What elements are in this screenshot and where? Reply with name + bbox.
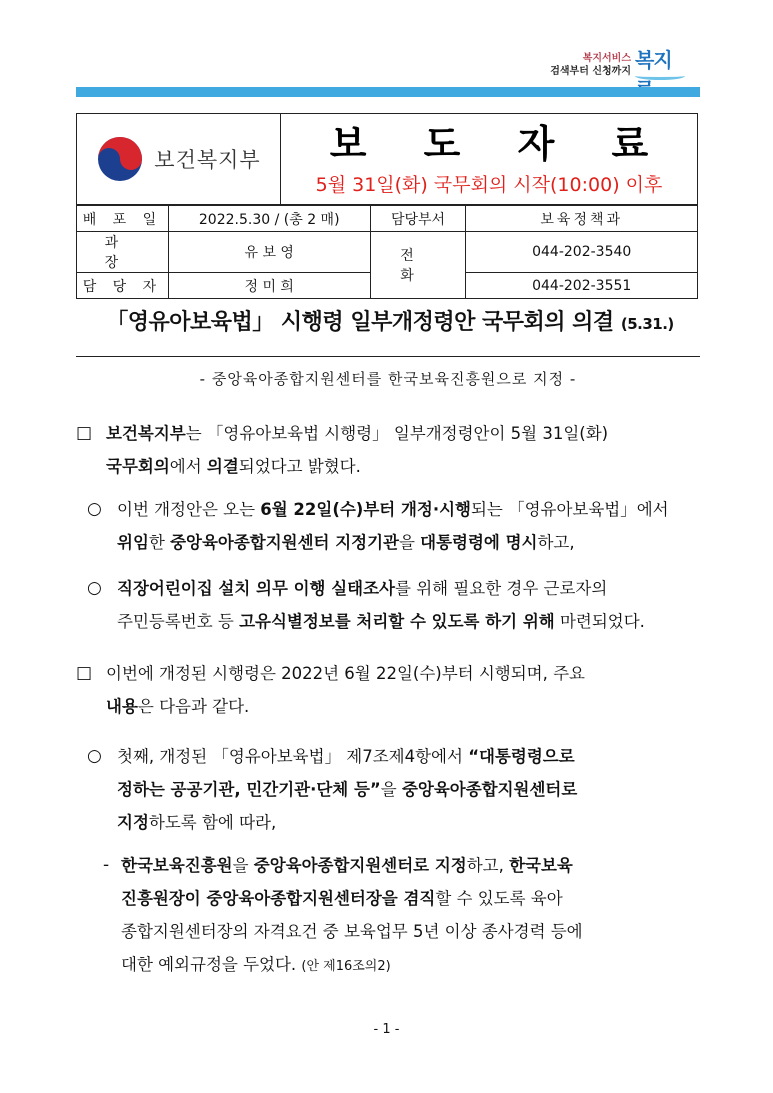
logo-arc-icon [635,72,685,80]
badge-line1: 복지서비스 [582,53,631,64]
ministry-block [77,114,281,204]
circle-bullet-icon: ○ [87,578,102,598]
p5-a: 첫째, 개정된 「영유아보육법」 제7조제4항에서 [117,747,469,766]
press-title: 보 도 자 료 [329,120,671,166]
circle-bullet-icon: ○ [87,746,102,766]
p5-c: 정하는 공공기관, 민간기관·단체 등” [117,780,381,799]
paragraph-1 [106,417,700,483]
p6-a: 한국보육진흥원 [121,856,233,875]
box-bullet-icon: □ [76,663,93,683]
page-number: - 1 - [373,1022,400,1037]
paragraph-6 [121,849,700,983]
ministry-name: 보건복지부 [154,148,261,172]
chief-label: 과 장 [77,232,169,273]
p2-i: 하고, [537,533,575,552]
paragraph-3 [117,572,700,638]
box-bullet-icon: □ [76,423,93,443]
p3-a: 직장어린이집 설치 의무 이행 실태조사 [117,579,396,598]
dept-label: 담당부서 [370,206,466,232]
p2-g: 을 [398,533,421,552]
p3-b: 를 위해 필요한 경우 근로자의 [395,579,608,598]
table-row [77,232,698,273]
p4-c: 은 다음과 같다. [137,697,250,716]
p3-d: 고유식별정보를 처리할 수 있도록 하기 위해 [239,612,555,631]
phone-label: 전 화 [370,232,466,299]
press-header [76,113,698,205]
header-accent-bar [76,87,700,97]
headline-date: (5.31.) [620,315,674,333]
taegeuk-logo-icon [96,135,144,183]
contact-info-table [76,205,698,299]
p2-f: 중앙육아종합지원센터 지정기관 [170,533,399,552]
subtitle: - 중앙육아종합지원센터를 한국보육진흥원으로 지정 - [199,370,577,388]
dash-bullet-icon: - [103,855,110,875]
p3-e: 마련되었다. [554,612,645,631]
circle-bullet-icon: ○ [87,499,102,519]
p4-a: 이번에 개정된 시행령은 2022년 6월 22일(수)부터 시행되며, 주요 [106,664,585,683]
p5-f: 지정 [117,813,149,832]
p6-e: 한국보육 [509,856,573,875]
p3-c: 주민등록번호 등 [117,612,240,631]
press-title-block [281,114,697,204]
p5-g: 하도록 함에 따라, [148,813,277,832]
p1-b: 는 「영유아보육법 시행령」 일부개정령안 [185,424,490,443]
dept-value: 보육정책과 [466,206,698,232]
p2-h: 대통령령에 명시 [420,533,538,552]
paragraph-4 [106,657,700,723]
p6-f: 진흥원장이 중앙육아종합지원센터장을 겸직 [121,889,436,908]
welfare-badge [539,38,689,82]
p1-c: 이 5월 31일(화) [489,424,609,443]
p1-g: 되었다고 밝혔다. [238,457,361,476]
date-value: 2022.5.30 / (총 2 매) [168,206,370,232]
paragraph-5 [117,740,700,839]
chief-value: 유 보 영 [168,232,370,273]
p6-b: 을 [232,856,254,875]
phone1-value: 044-202-3540 [466,232,698,273]
p6-i: 대한 예외규정을 두었다. [121,955,302,974]
p6-h: 종합지원센터장의 자격요건 중 보육업무 5년 이상 종사경력 등에 [121,922,583,941]
badge-line2: 검색부터 신청까지 [550,66,631,77]
p6-c: 중앙육아종합지원센터로 지정 [253,856,467,875]
table-row [77,206,698,232]
p1-d: 국무회의 [106,457,170,476]
p5-d: 을 [380,780,402,799]
p1-f: 의결 [206,457,239,476]
phone2-value: 044-202-3551 [466,273,698,299]
badge-text [543,52,631,78]
date-label: 배 포 일 [77,206,169,232]
p2-e: 한 [148,533,171,552]
embargo-notice: 5월 31일(화) 국무회의 시작(10:00) 이후 [315,173,663,196]
p6-g: 할 수 있도록 육아 [435,889,563,908]
p1-e: 에서 [169,457,207,476]
p4-b: 내용 [106,697,138,716]
p2-b: 6월 22일(수)부터 개정·시행 [260,500,471,519]
p6-d: 하고, [466,856,510,875]
p5-e: 중앙육아종합지원센터로 [401,780,578,799]
p1-a: 보건복지부 [106,424,186,443]
headline-main: 「영유아보육법」 시행령 일부개정령안 국무회의 의결 [106,310,614,335]
p5-b: “대통령령으로 [468,747,575,766]
headline [80,305,700,336]
bokjiro-logo-text: 복지 [635,48,672,72]
p2-a: 이번 개정안은 오는 [117,500,261,519]
p6-j: (안 제16조의2) [301,959,391,974]
paragraph-2 [117,493,700,559]
divider [76,356,700,357]
staff-label: 담 당 자 [77,273,169,299]
p2-c: 되는 「영유아보육법」에서 [470,500,669,519]
staff-value: 정 미 희 [168,273,370,299]
p2-d: 위임 [117,533,149,552]
